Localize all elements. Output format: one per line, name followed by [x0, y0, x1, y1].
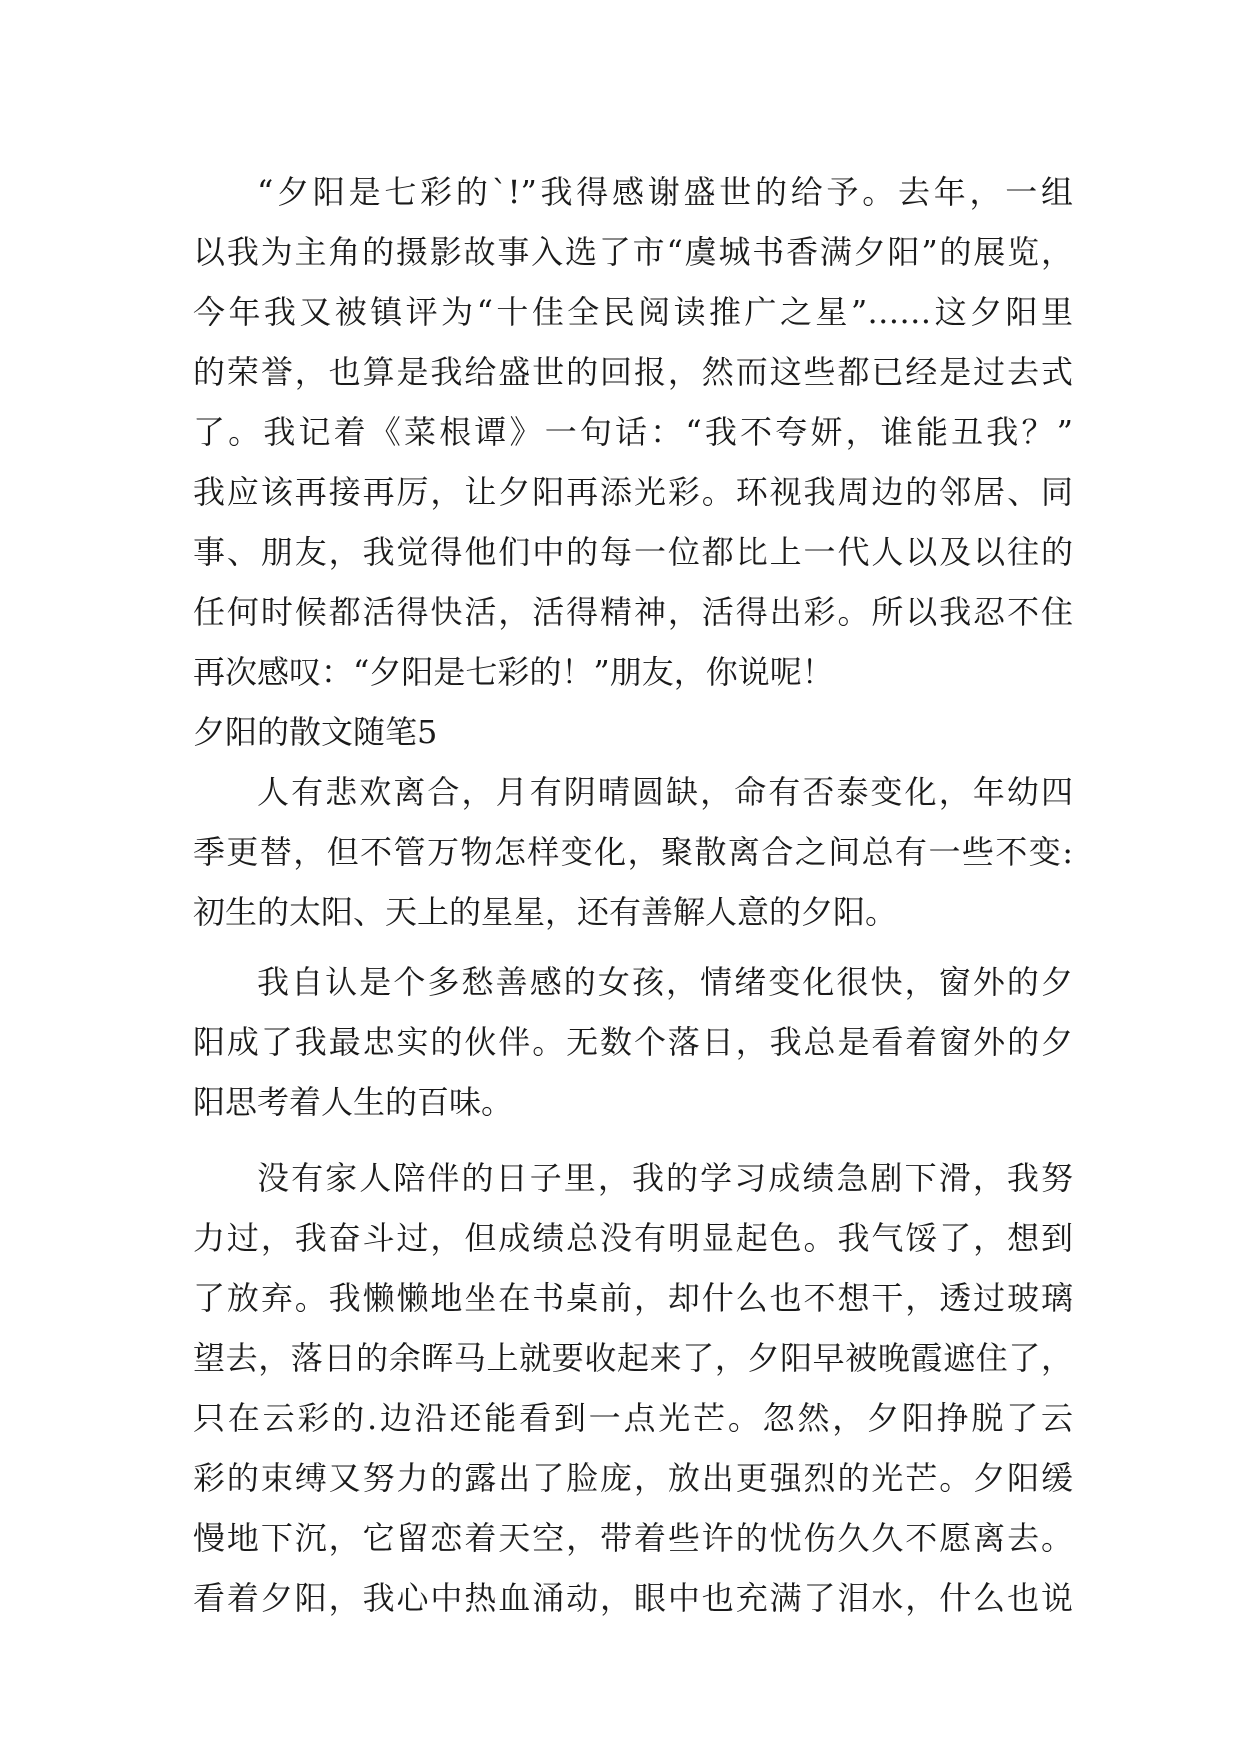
text-line: 初生的太阳、天上的星星，还有善解人意的夕阳。 — [193, 893, 898, 931]
text-line: 我自认是个多愁善感的女孩，情绪变化很快，窗外的夕 — [257, 963, 1073, 1001]
paragraph-1 — [193, 162, 1073, 702]
text-line: 季更替，但不管万物怎样变化，聚散离合之间总有一些不变: — [193, 833, 1073, 871]
text-line: 人有悲欢离合，月有阴晴圆缺，命有否泰变化，年幼四 — [257, 773, 1073, 811]
text-line: 以我为主角的摄影故事入选了市“虞城书香满夕阳”的展览， — [193, 233, 1073, 271]
text-line: 力过，我奋斗过，但成绩总没有明显起色。我气馁了，想到 — [193, 1219, 1073, 1257]
section-heading: 夕阳的散文随笔5 — [193, 713, 438, 751]
text-line: 我应该再接再厉，让夕阳再添光彩。环视我周边的邻居、同 — [193, 473, 1073, 511]
paragraph-spacing — [193, 942, 1073, 952]
paragraph-spacing — [193, 1132, 1073, 1148]
text-line: 彩的束缚又努力的露出了脸庞，放出更强烈的光芒。夕阳缓 — [193, 1459, 1073, 1497]
text-line: 再次感叹：“夕阳是七彩的！”朋友，你说呢！ — [193, 653, 834, 691]
text-line: 的荣誉，也算是我给盛世的回报，然而这些都已经是过去式 — [193, 353, 1073, 391]
text-line: 看着夕阳，我心中热血涌动，眼中也充满了泪水，什么也说 — [193, 1579, 1073, 1617]
text-line: 任何时候都活得快活，活得精神，活得出彩。所以我忍不住 — [193, 593, 1073, 631]
text-line: 望去，落日的余晖马上就要收起来了，夕阳早被晚霞遮住了， — [193, 1339, 1073, 1377]
text-line: 只在云彩的.边沿还能看到一点光芒。忽然，夕阳挣脱了云 — [193, 1399, 1073, 1437]
text-line: 今年我又被镇评为“十佳全民阅读推广之星”……这夕阳里 — [193, 293, 1073, 331]
text-line: 没有家人陪伴的日子里，我的学习成绩急剧下滑，我努 — [257, 1159, 1073, 1197]
text-line: 阳思考着人生的百味。 — [193, 1083, 514, 1121]
paragraph-4 — [193, 1148, 1073, 1628]
document-body — [193, 162, 1073, 1628]
text-line: “夕阳是七彩的`!”我得感谢盛世的给予。去年，一组 — [257, 173, 1073, 211]
text-line: 慢地下沉，它留恋着天空，带着些许的忧伤久久不愿离去。 — [193, 1519, 1073, 1557]
text-line: 阳成了我最忠实的伙伴。无数个落日，我总是看着窗外的夕 — [193, 1023, 1073, 1061]
text-line: 了放弃。我懒懒地坐在书桌前，却什么也不想干，透过玻璃 — [193, 1279, 1073, 1317]
text-line: 事、朋友，我觉得他们中的每一位都比上一代人以及以往的 — [193, 533, 1073, 571]
text-line: 了。我记着《菜根谭》一句话：“我不夸妍，谁能丑我？” — [193, 413, 1073, 451]
paragraph-2 — [193, 762, 1073, 942]
paragraph-3 — [193, 952, 1073, 1132]
